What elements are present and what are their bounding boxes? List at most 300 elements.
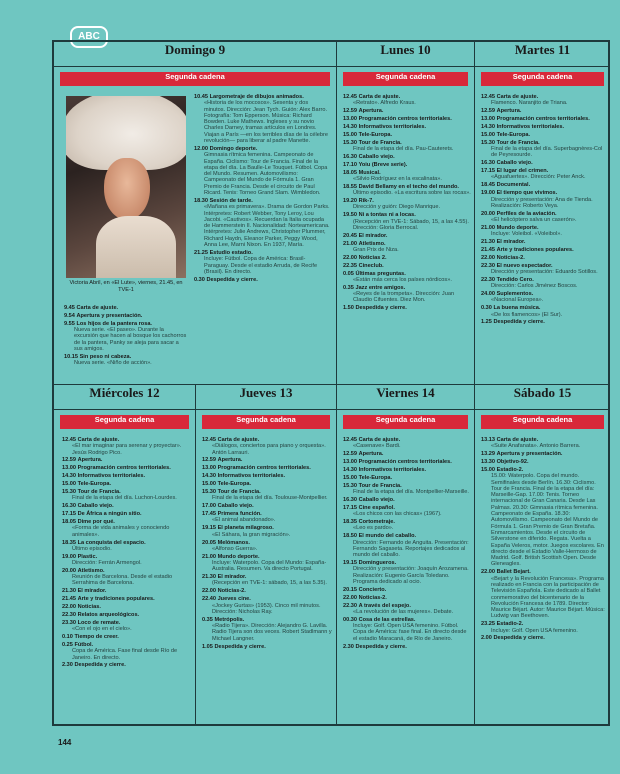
program-entry [202, 457, 332, 463]
program-entry [481, 467, 606, 568]
program-entry [343, 124, 471, 130]
program-description: Incluye: Golf. Open USA femenino. Fútbol. Copa de América: fase final. En directo desde el estadio Maracaná, de Río de Janeiro. [353, 623, 467, 642]
program-title: Carta de ajuste. [77, 437, 120, 443]
schedule-grid [54, 42, 608, 724]
program-list [62, 437, 192, 670]
program-time: 20.00 [62, 567, 76, 574]
program-description: «Jockey Gurtas» (1953). Cinco mil minutos. Dirección: Nicholas Ray. [212, 602, 321, 615]
program-time: 13.30 [481, 459, 495, 466]
program-title: Programación centros territoriales. [496, 116, 590, 123]
program-entry [62, 568, 192, 587]
program-entry [343, 170, 471, 183]
program-title: Despedida y cierre. [355, 305, 407, 312]
program-time: 0.05 [343, 270, 354, 277]
program-title: Primera función. [217, 511, 262, 518]
program-entry [62, 634, 192, 640]
program-description: Final de la etapa del día. Superbagnères-Col de Peyresourde. [491, 146, 603, 159]
program-description: «Alfonso Guerra». [212, 545, 258, 552]
program-description: Dirección y presentación: Ana de Tienda. Realización: Roberto Veya. [491, 196, 593, 209]
program-time: 21.45 [62, 596, 76, 603]
program-entry [481, 635, 606, 641]
program-title: Concierto. [358, 586, 387, 593]
channel-banner: Segunda cadena [202, 415, 330, 429]
program-time: 10.15 [64, 353, 78, 360]
program-entry [62, 465, 192, 471]
program-time: 21.00 [481, 224, 495, 231]
program-description: «Nacional Europea». [491, 297, 544, 304]
program-time: 20.15 [343, 586, 357, 593]
program-entry [343, 437, 471, 450]
program-entry [64, 305, 188, 311]
program-entry [343, 255, 471, 261]
program-description: «Leo es pardo». [353, 525, 394, 532]
program-time: 20.00 [481, 210, 495, 217]
program-title: Dime por qué. [77, 519, 115, 526]
program-title: Estadio-2. [496, 466, 524, 473]
photo-scarf-shape [96, 216, 176, 278]
channel-banner: Segunda cadena [481, 415, 604, 429]
program-description: Nueva serie. «Niño de acción». [74, 360, 152, 367]
program-time: 15.00 [202, 481, 216, 488]
program-title: Caballo viejo. [358, 496, 395, 503]
program-time: 15.30 [62, 489, 76, 496]
program-description: Gimnasia rítmica femenina. Campeonato de España. Ciclismo: Tour de Francia. Final de la etapa del día. La Baulle-Le Touquet. Fútbol. Copa del Mundo. Resumen. Automovilismo: Campeonato del Mundo de Fórmula 1. Gran Premio de Francia. Desde el circuito de Paul Ricard. Tenis: Torneo Grand Slam. Wimbledon. [204, 152, 328, 197]
program-title: Relatos arqueológicos. [77, 612, 140, 619]
program-time: 12.59 [202, 457, 216, 464]
program-title: Objetivo-92. [496, 459, 529, 466]
program-time: 22.00 [481, 569, 495, 576]
program-time: 21.45 [481, 246, 495, 253]
program-entry [343, 94, 471, 107]
day-column-sabado [475, 385, 610, 724]
program-title: David Bellamy en el techo del mundo. [358, 183, 459, 190]
program-time: 15.00 [481, 131, 495, 138]
day-column-lunes [337, 42, 475, 385]
program-title: Musical. [358, 169, 381, 176]
program-time: 14.30 [343, 123, 357, 130]
program-description: Dirección y presentación: Eduardo Sotillos. [491, 269, 598, 276]
program-title: Plastic. [77, 553, 98, 560]
program-title: Despedida y cierre. [493, 635, 545, 642]
program-time: 14.30 [202, 473, 216, 480]
program-entry [62, 511, 192, 517]
program-time: 16.30 [343, 496, 357, 503]
program-entry [481, 621, 606, 634]
channel-banner: Segunda cadena [60, 415, 189, 429]
program-time: 14.30 [62, 473, 76, 480]
program-time: 23.30 [62, 619, 76, 626]
tv-guide-page [52, 40, 610, 726]
program-title: Loco de remate. [77, 619, 121, 626]
program-title: Cortometraje. [358, 519, 395, 526]
program-description: Último episodio. [72, 545, 112, 552]
program-title: Carta de ajuste. [76, 305, 119, 311]
program-time: 18.30 [194, 197, 208, 204]
channel-banner: Segunda cadena [60, 72, 330, 86]
program-time: 15.00 [481, 466, 495, 473]
program-description: Dirección y presentación: Joaquín Arozamena. Realización: Eugenio García Toledano. Programa dedicado al ocio. [353, 566, 469, 585]
program-title: Caballo viejo. [358, 153, 395, 160]
program-title: Informativos territoriales. [496, 123, 565, 130]
program-time: 22.00 [481, 254, 495, 261]
program-title: Informativos territoriales. [217, 473, 286, 480]
program-title: Tele-Europa. [358, 131, 393, 138]
program-time: 18.55 [343, 183, 357, 190]
program-time: 14.30 [343, 466, 357, 473]
program-title: Programación centros territoriales. [358, 116, 452, 123]
program-entry [343, 451, 471, 457]
program-description: Dirección: Ferrán Armengol. [72, 559, 142, 566]
program-time: 20.05 [202, 539, 216, 546]
day-heading: Lunes 10 [337, 42, 474, 67]
program-entry [481, 168, 606, 181]
program-time: 22.00 [343, 594, 357, 601]
program-title: Suplementos. [496, 291, 534, 298]
program-entry [481, 108, 606, 114]
program-time: 1.25 [481, 319, 492, 326]
program-title: Tele-Europa. [77, 481, 112, 488]
program-description: Dirección y guión: Diego Manrique. [353, 204, 441, 211]
program-title: Noticias-2. [496, 254, 525, 261]
program-time: 19.00 [481, 190, 495, 197]
program-time: 12.59 [343, 108, 357, 115]
program-entry [343, 497, 471, 503]
program-title: Apertura. [496, 108, 522, 115]
program-entry [343, 116, 471, 122]
program-list-bottom-left [64, 305, 188, 368]
program-title: Informativos territoriales. [358, 123, 427, 130]
program-description: «Están más cerca los países nórdicos». [353, 276, 452, 283]
program-description: 15.00: Waterpolo. Copa del mundo. Semifinales desde Berlín. 16.30: Ciclismo. Tour de Francia. Final de la etapa del día: Marseille-Gap. 17.00: Tenis. Torneo internacional de Gran Canaria. Desde Las Palmas. 20.30: Gimnasia rítmica femenina. Campeonato de España. 18.30: Automovilismo. Campeonato del Mundo de Fórmula 1. Gran Premio de Gran Bretaña. Enmarcamientos. Desde el circuito de Silverstone en diferido. Regata. Vuelta a España Veleros, motor. Juegos escolares. En directo desde el Estadio Valle-Hermoso de Madrid. Golf. British Scottish Open. Desde Gleneagles. [491, 473, 604, 568]
program-description: «Suite Anafanata». Antonio Barrera. [491, 443, 581, 450]
program-time: 24.00 [481, 291, 495, 298]
program-time: 17.15 [62, 511, 76, 518]
program-title: Rik-7. [358, 198, 374, 205]
program-title: Tour de Francia. [496, 139, 540, 146]
program-time: 0.10 [62, 634, 73, 641]
program-title: Apertura y presentación. [496, 451, 563, 458]
program-entry [64, 313, 188, 319]
program-entry [202, 554, 332, 573]
program-entry [62, 642, 192, 661]
program-entry [343, 233, 471, 239]
photo-face-shape [104, 158, 150, 220]
program-time: 12.45 [202, 437, 216, 443]
program-entry [202, 588, 332, 594]
program-entry [481, 263, 606, 276]
program-entry [62, 662, 192, 668]
program-time: 9.45 [64, 305, 75, 311]
program-time: 15.00 [343, 131, 357, 138]
program-time: 22.30 [481, 262, 495, 269]
program-time: 21.30 [202, 574, 216, 581]
program-entry [343, 617, 471, 642]
program-entry [343, 587, 471, 593]
program-time: 9.55 [64, 320, 75, 327]
program-title: Jazz entre amigos. [355, 284, 406, 291]
program-time: 12.45 [62, 437, 76, 443]
program-entry [62, 503, 192, 509]
program-time: 21.30 [62, 588, 76, 595]
program-time: 13.29 [481, 451, 495, 458]
program-description: Incluye: Fútbol. Copa de América: Brasil-Paraguay. Desde el estadio Arruda, de Recife (Brasil). En directo. [204, 256, 318, 275]
program-title: Tendido Cero. [496, 276, 534, 283]
program-time: 10.45 [194, 94, 208, 100]
program-entry [202, 511, 332, 524]
program-entry [202, 540, 332, 553]
program-title: Últimas preguntas. [355, 270, 406, 277]
program-description: Dirección: Carlos Jiménez Boscos. [491, 283, 578, 290]
program-entry [202, 473, 332, 479]
program-title: Tele-Europa. [217, 481, 252, 488]
program-entry [62, 437, 192, 456]
day-column-jueves [196, 385, 337, 724]
program-time: 13.00 [343, 459, 357, 466]
program-entry [343, 198, 471, 211]
program-title: Ballet Bejart. [496, 569, 531, 576]
program-entry [202, 481, 332, 487]
program-time: 19.00 [62, 553, 76, 560]
program-time: 0.25 [62, 642, 73, 648]
program-list-right [194, 94, 330, 285]
program-time: 22.00 [343, 254, 357, 261]
program-time: 1.05 [202, 643, 213, 650]
program-entry [62, 519, 192, 538]
program-time: 21.00 [343, 240, 357, 247]
program-entry [481, 182, 606, 188]
program-title: De África a ningún sitio. [77, 511, 142, 518]
day-heading: Sábado 15 [475, 385, 610, 410]
program-list [343, 437, 471, 651]
program-title: Cosa de las estrellas. [358, 616, 416, 623]
abc-logo: ABC [70, 26, 108, 48]
program-entry [64, 321, 188, 352]
program-time: 23.25 [481, 621, 495, 628]
program-time: 22.00 [202, 588, 216, 595]
program-time: 21.25 [194, 249, 208, 256]
program-entry [62, 554, 192, 567]
program-time: 12.00 [194, 145, 208, 152]
program-entry [481, 116, 606, 122]
program-entry [202, 525, 332, 538]
program-entry [343, 212, 471, 231]
program-time: 12.45 [481, 94, 495, 100]
program-time: 2.00 [481, 635, 492, 642]
program-time: 18.05 [62, 519, 76, 526]
program-time: 17.45 [202, 511, 216, 518]
program-entry [202, 465, 332, 471]
program-description: «Historia de los mocosos». Sesenta y dos minutos. Dirección: Jean Tych. Guión: Alex Barro. Fotografía: Tom Epperson. Música: Richard Bowden. Luke Mathews. Ingleses y su novio Charles Darney, tramas artículos en Londres. Viajan a París —en los terribles días de la célebre revolución— para liberar al padre Manette. [204, 100, 328, 145]
program-title: Mundo deporte. [496, 224, 539, 231]
program-time: 13.00 [202, 465, 216, 472]
program-title: Perfiles de la aviación. [496, 210, 557, 217]
program-time: 21.30 [481, 239, 495, 246]
program-title: Jueves cine. [217, 596, 251, 603]
program-title: Arte y tradiciones populares. [77, 596, 155, 603]
program-title: Informativos territoriales. [358, 466, 427, 473]
program-time: 12.45 [343, 437, 357, 443]
program-entry [343, 305, 471, 311]
program-time: 12.59 [343, 451, 357, 458]
program-entry [62, 620, 192, 633]
program-entry [202, 596, 332, 615]
program-entry [62, 489, 192, 502]
program-title: Carta de ajuste. [496, 94, 539, 100]
program-time: 22.00 [62, 604, 76, 611]
program-time: 00.30 [343, 616, 357, 623]
program-title: El planeta milagroso. [217, 525, 274, 532]
program-title: Tour de Francia. [217, 489, 261, 496]
program-description: «El animal abandonado». [212, 517, 276, 524]
program-description: «La revolución de las mujeres». Debate. [353, 608, 454, 615]
program-title: Despedida y cierre. [493, 319, 545, 326]
program-entry [62, 457, 192, 463]
program-time: 20.45 [343, 232, 357, 239]
program-description: «El Sáhara, la gran migración». [212, 531, 291, 538]
channel-banner: Segunda cadena [481, 72, 604, 86]
program-entry [343, 467, 471, 473]
program-title: Documental. [496, 182, 531, 189]
program-entry [481, 124, 606, 130]
program-title: Domingueros. [358, 559, 397, 566]
program-entry [481, 132, 606, 138]
program-entry [481, 451, 606, 457]
program-description: «Diálogos, conciertos para piano y orquesta». Antón Larrauri. [212, 443, 326, 456]
program-entry [481, 225, 606, 238]
program-entry [343, 483, 471, 496]
program-time: 22.30 [62, 612, 76, 619]
program-description: «Bejart y la Revolución Francesa». Programa realizado en Francia con la participación de Televisión Española. Este dedicado al Ballet conmemorativo del bicentenario de la Revolución Francesa de 1789. Director: Maurice Béjart. Autor: Maurice Béjart. Música: Ludwig van Beethoven. [491, 575, 605, 620]
day-column-miercoles [54, 385, 196, 724]
program-time: 15.00 [343, 474, 357, 481]
program-time: 13.00 [343, 116, 357, 123]
program-time: 17.15 [343, 504, 357, 511]
program-entry [481, 277, 606, 290]
program-entry [62, 604, 192, 610]
program-entry [343, 560, 471, 585]
program-time: 12.45 [343, 94, 357, 100]
program-entry [481, 319, 606, 325]
program-entry [194, 94, 330, 144]
program-title: Domingo deporte. [209, 145, 258, 152]
program-time: 22.30 [481, 276, 495, 283]
program-entry [481, 211, 606, 224]
program-title: Metrópolis. [214, 616, 245, 623]
program-time: 22.35 [343, 262, 357, 269]
program-title: Estadio-2. [496, 621, 524, 628]
program-time: 16.30 [62, 503, 76, 510]
program-description: Reunión de Barcelona. Desde el estadio Serrahima de Barcelona. [72, 574, 173, 587]
program-title: Noticias. [77, 604, 101, 611]
program-entry [343, 241, 471, 254]
program-description: Final de la etapa del día. Pau-Cauterets. [353, 146, 454, 153]
program-entry [481, 437, 606, 450]
program-title: Cineclub. [358, 262, 384, 269]
actress-photo [66, 96, 186, 278]
program-time: 19.50 [343, 212, 357, 219]
program-entry [194, 198, 330, 248]
program-title: El nuevo espectador. [496, 262, 553, 269]
program-title: Programación centros territoriales. [358, 459, 452, 466]
program-title: Ni a tontas ni a locas. [358, 212, 416, 219]
program-time: 13.00 [481, 116, 495, 123]
program-description: «Con el ojo en el cielo». [72, 626, 132, 633]
program-title: Yoiu (Breve serie). [358, 161, 408, 168]
program-title: Despedida y cierre. [214, 643, 266, 650]
program-entry [202, 503, 332, 509]
program-title: Melómanos. [217, 539, 250, 546]
program-title: El mirador. [358, 232, 388, 239]
program-description: Nueva serie. «El paseo». Durante la excursión que hacen al bosque los cachorros de la pantera, Panky se aleja para sacar a sus amigos. [74, 327, 187, 352]
program-entry [481, 569, 606, 619]
program-time: 22.40 [202, 596, 216, 603]
program-title: Estudio estadio. [209, 249, 253, 256]
program-entry [62, 588, 192, 594]
program-description: Dirección: Fernando de Anguita. Presentación: Fernando Sagaseta. Reportajes dedicados al mundo del caballo. [353, 539, 469, 559]
program-title: Carta de ajuste. [358, 437, 401, 443]
program-description: «Aguafuertes». Dirección: Peter Anck. [491, 174, 586, 181]
program-description: Flamenco. Naranjito de Triana. [491, 100, 568, 107]
program-time: 18.50 [343, 533, 357, 540]
program-entry [481, 94, 606, 107]
program-time: 18.35 [62, 539, 76, 546]
program-title: Atletismo. [358, 240, 386, 247]
program-time: 15.30 [481, 139, 495, 146]
program-time: 18.05 [343, 169, 357, 176]
program-title: Caballo viejo. [77, 503, 114, 510]
program-title: Tour de Francia. [358, 139, 402, 146]
program-time: 13.00 [62, 465, 76, 472]
program-entry [343, 271, 471, 284]
program-title: Tele-Europa. [358, 474, 393, 481]
program-title: Los hijos de la pantera rosa. [76, 320, 152, 327]
program-time: 1.50 [343, 305, 354, 312]
program-entry [62, 481, 192, 487]
program-time: 15.30 [202, 489, 216, 496]
program-time: 16.30 [343, 153, 357, 160]
program-time: 15.30 [343, 139, 357, 146]
program-entry [481, 190, 606, 209]
program-description: «Retrato». Alfredo Kraus. [353, 100, 416, 107]
program-time: 18.35 [343, 519, 357, 526]
program-title: Informativos territoriales. [77, 473, 146, 480]
program-list [481, 94, 606, 327]
program-entry [343, 108, 471, 114]
program-description: Gran Prix de Niza. [353, 246, 399, 253]
program-title: Caballo viejo. [496, 160, 533, 167]
program-description: «El mar imaginar para serenar y proyectar». Jesús Rodrigo Pico. [72, 443, 182, 456]
program-time: 17.00 [202, 503, 216, 510]
program-time: 0.30 [481, 305, 492, 312]
program-title: Carta de ajuste. [496, 437, 539, 443]
program-title: Noticias-2. [358, 594, 387, 601]
program-title: Apertura. [217, 457, 243, 464]
program-entry [62, 540, 192, 553]
program-time: 12.59 [481, 108, 495, 115]
program-title: Carta de ajuste. [358, 94, 401, 100]
program-entry [202, 489, 332, 502]
program-description: «Casenave» Bardi. [353, 443, 401, 450]
channel-banner: Segunda cadena [343, 72, 468, 86]
program-entry [343, 154, 471, 160]
program-entry [343, 533, 471, 558]
day-column-viernes [337, 385, 475, 724]
program-description: «Forma de vida animales y conociendo animales». [72, 525, 170, 538]
program-title: El mirador. [77, 588, 107, 595]
program-entry [343, 644, 471, 650]
program-entry [202, 617, 332, 642]
program-description: «Mañana es primavera». Drama de Gordon Parks. Intérpretes: Robert Webber, Tony Leroy, Lou Jacobi. «Cautivos». Recuerdan la Italia ocupada de Hammerstein II. Nacionalidad: Norteamericana. Intérpretes: Julie Andrews, Christopher Plummer, Richard Haydn, Eleanor Parker, Peggy Wood, Anna Lee, Marni Nixon. En 1937, María. [204, 204, 330, 249]
